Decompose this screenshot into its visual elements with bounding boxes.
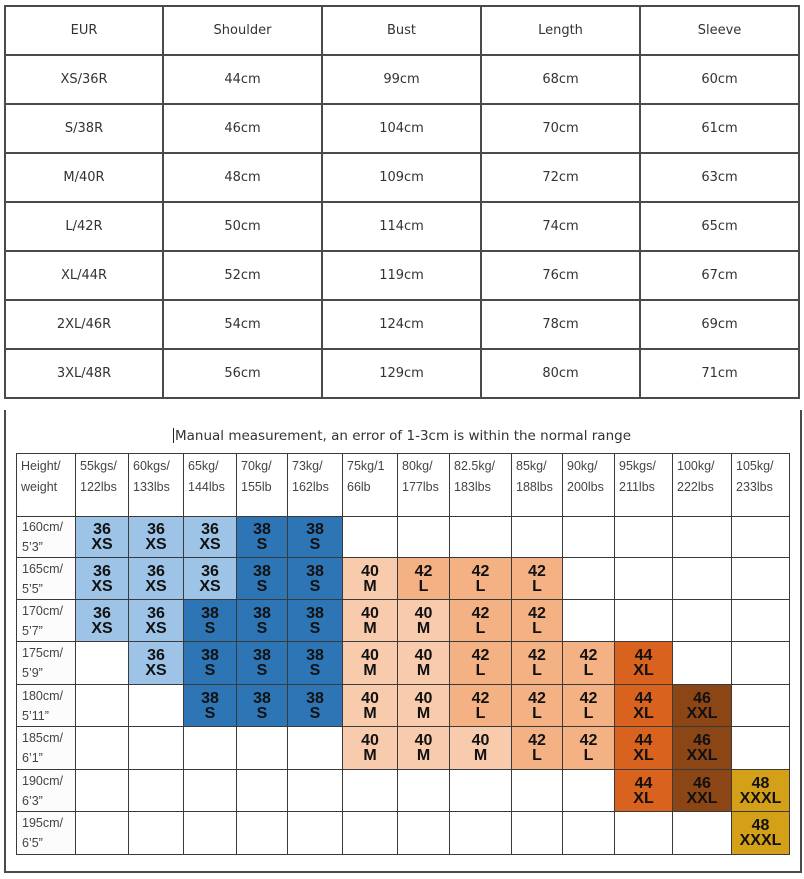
size-cell [129,812,184,855]
size-cell-xs: 36 XS [184,558,237,600]
column-header: EUR [5,6,163,55]
size-cell-l: 42 L [563,727,615,770]
size-cell [673,517,732,558]
measurement-cell: 78cm [481,300,640,349]
size-cell [184,812,237,855]
weight-header [450,454,512,517]
size-cell [512,812,563,855]
text-cursor [173,428,174,443]
size-cell [450,770,512,812]
height-ft: 6’3” [22,793,43,808]
size-cell [673,642,732,685]
weight-kg: 82.5kg/ [454,459,496,473]
measurement-cell: 63cm [640,153,799,202]
weight-header [615,454,673,517]
size-cell [615,517,673,558]
size-cell [512,517,563,558]
size-cell-m: 40 M [398,685,450,727]
size-cell [237,770,288,812]
size-cell [563,600,615,642]
grid-row [17,642,790,685]
measurement-cell: 48cm [163,153,322,202]
weight-header [673,454,732,517]
size-cell [732,517,790,558]
measurement-header-row [5,6,799,55]
measurement-cell: 124cm [322,300,481,349]
measurement-cell: 71cm [640,349,799,398]
measurement-cell: 67cm [640,251,799,300]
size-cell-m: 40 M [398,727,450,770]
size-cell [76,685,129,727]
size-cell [673,600,732,642]
size-cell-m: 40 M [398,642,450,685]
size-cell-xxl: 46 XXL [673,727,732,770]
weight-kg: 95kgs/ [619,459,656,473]
size-cell [563,517,615,558]
measurement-cell: 74cm [481,202,640,251]
size-cell [615,812,673,855]
measurement-cell: 80cm [481,349,640,398]
size-cell-xs: 36 XS [76,558,129,600]
column-header: Length [481,6,640,55]
size-label-cell: L/42R [5,202,163,251]
size-cell-s: 38 S [288,558,343,600]
weight-lbs: 222lbs [677,480,714,494]
corner-line: weight [21,480,58,494]
column-header: Bust [322,6,481,55]
size-cell-s: 38 S [288,642,343,685]
measurement-row [5,349,799,398]
weight-lbs: 66lb [347,480,371,494]
weight-lbs: 133lbs [133,480,170,494]
weight-lbs: 200lbs [567,480,604,494]
size-cell [76,812,129,855]
size-cell [732,558,790,600]
size-cell [343,812,398,855]
size-cell [343,770,398,812]
grid-row [17,558,790,600]
weight-header [343,454,398,517]
size-cell-m: 40 M [343,685,398,727]
size-cell-s: 38 S [237,517,288,558]
measurement-cell: 99cm [322,55,481,104]
corner-header [17,454,76,517]
measurement-row [5,251,799,300]
size-cell-xxxl: 48 XXXL [732,812,790,855]
measurement-cell: 72cm [481,153,640,202]
height-ft: 6’5” [22,836,43,850]
height-ft: 5’11” [22,708,49,723]
measurement-cell: 129cm [322,349,481,398]
size-cell [615,558,673,600]
weight-header [184,454,237,517]
size-cell-l: 42 L [512,685,563,727]
size-cell-xs: 36 XS [76,517,129,558]
measurement-cell: 76cm [481,251,640,300]
corner-line: Height/ [21,459,61,473]
height-ft: 5’7” [22,623,43,638]
size-cell [237,812,288,855]
weight-header [512,454,563,517]
height-cm: 195cm/ [22,816,63,830]
height-label [17,517,76,558]
weight-header [563,454,615,517]
measurement-cell: 104cm [322,104,481,153]
size-cell-xxl: 46 XXL [673,770,732,812]
size-cell [129,727,184,770]
measurement-cell: 70cm [481,104,640,153]
grid-row [17,812,790,855]
weight-header [76,454,129,517]
measurement-caption [0,428,804,444]
size-cell [563,770,615,812]
weight-kg: 80kg/ [402,459,433,473]
measurement-cell: 65cm [640,202,799,251]
size-cell [129,685,184,727]
height-label [17,642,76,685]
grid-row [17,685,790,727]
size-cell-xxxl: 48 XXXL [732,770,790,812]
weight-kg: 55kgs/ [80,459,117,473]
measurement-cell: 114cm [322,202,481,251]
size-label-cell: M/40R [5,153,163,202]
size-cell-l: 42 L [512,727,563,770]
size-cell-s: 38 S [237,685,288,727]
height-label [17,685,76,727]
size-cell [512,770,563,812]
size-cell [398,770,450,812]
size-cell-xl: 44 XL [615,770,673,812]
size-cell-s: 38 S [288,600,343,642]
height-cm: 160cm/ [22,520,63,534]
size-cell-xxl: 46 XXL [673,685,732,727]
measurement-cell: 44cm [163,55,322,104]
weight-kg: 85kg/ [516,459,547,473]
size-cell [732,642,790,685]
weight-kg: 90kg/ [567,459,598,473]
size-cell-m: 40 M [343,642,398,685]
height-ft: 6’1” [22,751,43,765]
size-cell-s: 38 S [184,600,237,642]
size-cell-m: 40 M [343,558,398,600]
weight-lbs: 177lbs [402,480,439,494]
size-cell [343,517,398,558]
height-cm: 185cm/ [22,731,63,745]
weight-kg: 100kg/ [677,459,715,473]
height-cm: 180cm/ [22,688,63,703]
height-cm: 170cm/ [22,603,63,618]
height-cm: 175cm/ [22,646,63,660]
size-label-cell: 2XL/46R [5,300,163,349]
measurement-cell: 60cm [640,55,799,104]
size-cell-s: 38 S [288,685,343,727]
size-cell-xl: 44 XL [615,727,673,770]
measurement-cell: 52cm [163,251,322,300]
size-cell-xl: 44 XL [615,642,673,685]
size-cell [450,517,512,558]
weight-header [129,454,184,517]
size-cell-l: 42 L [450,558,512,600]
height-label [17,600,76,642]
height-label [17,558,76,600]
size-cell [673,558,732,600]
grid-row [17,517,790,558]
weight-lbs: 183lbs [454,480,491,494]
weight-header [732,454,790,517]
size-cell [76,727,129,770]
caption-text: Manual measurement, an error of 1-3cm is within the normal range [174,428,632,444]
grid-row [17,770,790,812]
weight-kg: 70kg/ [241,459,272,473]
height-ft: 5’5” [22,581,43,596]
height-cm: 165cm/ [22,561,63,576]
size-cell-l: 42 L [563,642,615,685]
size-cell [288,812,343,855]
size-cell-m: 40 M [450,727,512,770]
weight-lbs: 144lbs [188,480,225,494]
size-cell [673,812,732,855]
measurement-cell: 50cm [163,202,322,251]
size-cell [237,727,288,770]
height-ft: 5’3” [22,540,43,554]
size-cell [732,685,790,727]
height-label [17,770,76,812]
size-cell-l: 42 L [450,600,512,642]
size-cell-xs: 36 XS [129,558,184,600]
size-cell-xs: 36 XS [129,600,184,642]
size-cell-s: 38 S [184,685,237,727]
height-label [17,727,76,770]
measurement-row [5,104,799,153]
height-label [17,812,76,855]
size-cell [615,600,673,642]
column-header: Shoulder [163,6,322,55]
size-cell-m: 40 M [398,600,450,642]
size-cell-xs: 36 XS [184,517,237,558]
size-cell-l: 42 L [563,685,615,727]
measurement-cell: 68cm [481,55,640,104]
column-header: Sleeve [640,6,799,55]
size-cell-xs: 36 XS [76,600,129,642]
size-cell [184,770,237,812]
height-ft: 5’9” [22,666,43,680]
weight-lbs: 211lbs [619,480,655,494]
weight-kg: 75kg/1 [347,459,385,473]
measurement-cell: 69cm [640,300,799,349]
size-cell-s: 38 S [184,642,237,685]
size-cell [76,770,129,812]
size-cell-s: 38 S [237,558,288,600]
weight-lbs: 122lbs [80,480,117,494]
size-cell [288,770,343,812]
size-cell-l: 42 L [450,642,512,685]
size-cell [732,600,790,642]
measurement-row [5,153,799,202]
size-grid [16,453,790,855]
size-cell-l: 42 L [398,558,450,600]
size-cell-s: 38 S [237,600,288,642]
size-cell-s: 38 S [288,517,343,558]
measurement-cell: 119cm [322,251,481,300]
measurement-cell: 54cm [163,300,322,349]
size-cell-l: 42 L [450,685,512,727]
grid-header-row [17,454,790,517]
measurement-row [5,55,799,104]
size-label-cell: XL/44R [5,251,163,300]
size-cell-xs: 36 XS [129,642,184,685]
weight-header [237,454,288,517]
measurement-row [5,202,799,251]
weight-lbs: 162lbs [292,480,329,494]
weight-lbs: 155lb [241,480,272,494]
measurement-cell: 56cm [163,349,322,398]
weight-kg: 65kg/ [188,459,219,473]
grid-row [17,727,790,770]
size-cell-xl: 44 XL [615,685,673,727]
size-cell [563,812,615,855]
size-cell-m: 40 M [343,727,398,770]
size-label-cell: 3XL/48R [5,349,163,398]
measurement-cell: 46cm [163,104,322,153]
measurement-table [4,5,800,399]
size-cell [398,812,450,855]
size-cell-l: 42 L [512,558,563,600]
weight-lbs: 188lbs [516,480,553,494]
size-cell [450,812,512,855]
size-cell [76,642,129,685]
weight-header [398,454,450,517]
weight-kg: 60kgs/ [133,459,170,473]
weight-header [288,454,343,517]
weight-kg: 73kg/ [292,459,323,473]
size-cell-l: 42 L [512,642,563,685]
size-cell [184,727,237,770]
measurement-cell: 109cm [322,153,481,202]
measurement-cell: 61cm [640,104,799,153]
weight-lbs: 233lbs [736,480,773,494]
size-label-cell: XS/36R [5,55,163,104]
size-cell [288,727,343,770]
size-cell-xs: 36 XS [129,517,184,558]
size-cell [563,558,615,600]
size-label-cell: S/38R [5,104,163,153]
grid-row [17,600,790,642]
size-cell-l: 42 L [512,600,563,642]
size-cell-m: 40 M [343,600,398,642]
weight-kg: 105kg/ [736,459,774,473]
size-cell-s: 38 S [237,642,288,685]
size-cell [129,770,184,812]
size-cell [398,517,450,558]
height-cm: 190cm/ [22,773,63,788]
size-cell [732,727,790,770]
measurement-row [5,300,799,349]
